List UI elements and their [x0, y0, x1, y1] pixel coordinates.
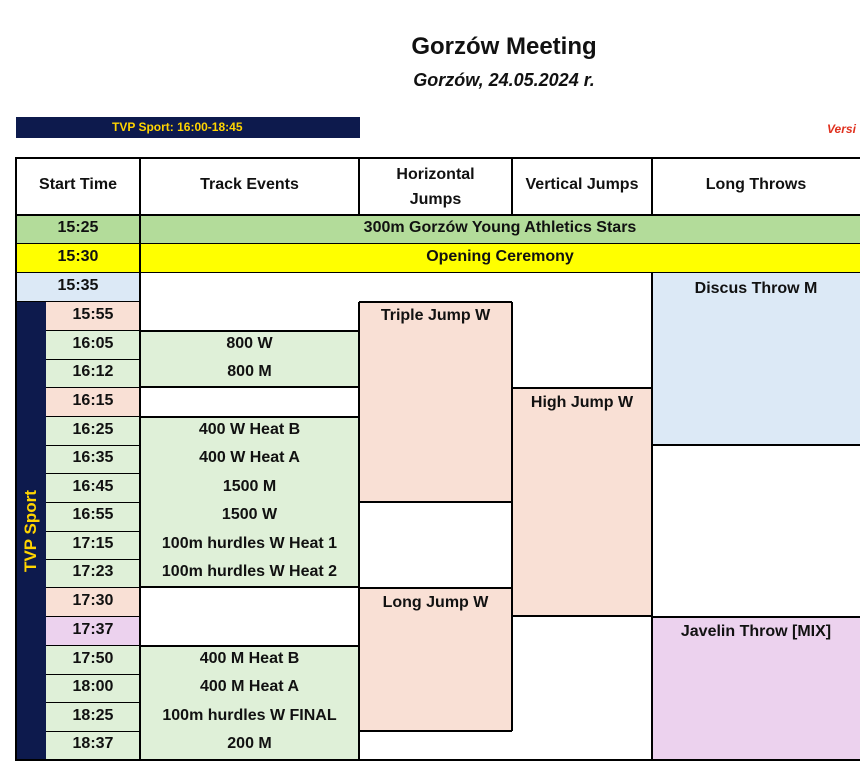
- time-1645: 16:45: [72, 478, 114, 495]
- header-horizontal-jumps: Horizontal Jumps: [396, 166, 475, 208]
- track-event: 400 W Heat A: [199, 449, 300, 466]
- track-event: 1500 M: [222, 478, 277, 495]
- track-event: 100m hurdles W Heat 2: [161, 563, 338, 580]
- discus-block: [652, 273, 860, 445]
- time-1625: 16:25: [72, 421, 114, 438]
- time-1715: 17:15: [72, 535, 114, 552]
- track-event: 400 M Heat A: [200, 678, 299, 695]
- time-1737: 17:37: [72, 621, 114, 638]
- track-event: 100m hurdles W FINAL: [162, 707, 337, 724]
- javelin-label: Javelin Throw [MIX]: [680, 623, 832, 640]
- tv-broadcast-banner: TVP Sport: 16:00-18:45: [16, 117, 360, 138]
- time-1530: 15:30: [57, 248, 99, 265]
- page-subtitle: Gorzów, 24.05.2024 r.: [413, 70, 595, 90]
- time-1635: 16:35: [72, 449, 114, 466]
- track-event: 400 M Heat B: [199, 650, 300, 667]
- time-1837: 18:37: [72, 735, 114, 752]
- banner-opening-ceremony: Opening Ceremony: [426, 248, 574, 265]
- triple-jump-label: Triple Jump W: [380, 307, 491, 324]
- high-jump-block: [512, 388, 652, 616]
- header-long-throws: Long Throws: [705, 176, 807, 193]
- time-1555: 15:55: [72, 306, 114, 323]
- header-track-events: Track Events: [200, 176, 299, 193]
- tvp-sport-side-label: TVP Sport: [21, 490, 40, 572]
- track-block-mid: [140, 417, 359, 587]
- track-event: 1500 W: [221, 506, 278, 523]
- discus-label: Discus Throw M: [694, 280, 818, 297]
- time-1730: 17:30: [72, 592, 114, 609]
- high-jump-label: High Jump W: [530, 394, 634, 411]
- long-jump-label: Long Jump W: [382, 594, 489, 611]
- page-title: Gorzów Meeting: [411, 33, 597, 60]
- time-1750: 17:50: [72, 650, 114, 667]
- header-start-time: Start Time: [39, 176, 117, 193]
- time-1723: 17:23: [72, 563, 114, 580]
- time-1535: 15:35: [57, 277, 99, 294]
- track-event: 200 M: [227, 735, 272, 752]
- track-event: 800 W: [226, 335, 273, 352]
- time-1612: 16:12: [72, 363, 114, 380]
- triple-jump-block: [359, 302, 512, 502]
- time-1800: 18:00: [72, 678, 114, 695]
- track-event: 800 M: [227, 363, 272, 380]
- header-vertical-jumps: Vertical Jumps: [525, 176, 639, 193]
- banner-young-stars: 300m Gorzów Young Athletics Stars: [363, 219, 637, 236]
- track-event: 100m hurdles W Heat 1: [161, 535, 338, 552]
- time-1605: 16:05: [72, 335, 114, 352]
- track-event: 400 W Heat B: [198, 421, 301, 438]
- time-1525: 15:25: [57, 219, 99, 236]
- version-label: Versi: [827, 122, 856, 136]
- time-1825: 18:25: [72, 707, 114, 724]
- time-1655: 16:55: [72, 506, 114, 523]
- time-1615: 16:15: [72, 392, 114, 409]
